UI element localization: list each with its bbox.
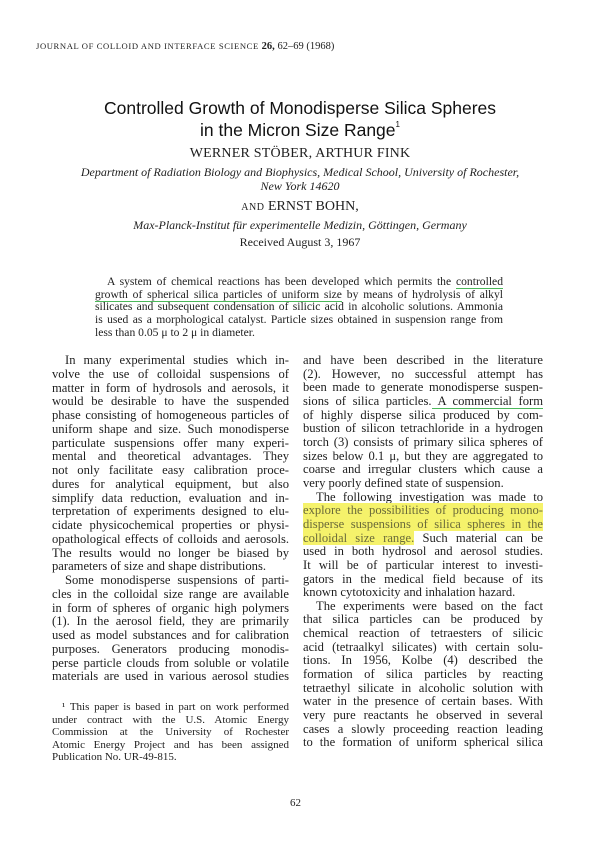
- text-line: [303, 532, 543, 546]
- text-line: less than 0.05 μ to 2 μ in diameter.: [95, 325, 255, 339]
- text-line: terpretation of experiments designed to elu-: [52, 504, 289, 519]
- text-line: bustion of silicon tetrachloride in a hydrogen: [303, 421, 543, 436]
- highlighted-text: explore the possibilities of producing mono-: [303, 503, 543, 518]
- text-line: [303, 504, 543, 518]
- paragraph: [303, 354, 543, 491]
- text-line: to the formation of uniform spherical silica: [303, 735, 543, 750]
- journal-header: [36, 41, 334, 52]
- journal-name: JOURNAL OF COLLOID AND INTERFACE SCIENCE: [36, 41, 259, 51]
- text-segment: sions of silica particles.: [303, 393, 432, 408]
- text-line: particulate suspensions offer many experi-: [52, 435, 289, 450]
- and-word: AND: [241, 202, 265, 213]
- text-line: purposes. Generators producing monodis-: [52, 641, 289, 656]
- text-line: mental and theoretical advantages. They: [52, 449, 289, 464]
- text-line: Atomic Energy Project and has been assigned: [52, 738, 289, 751]
- text-line: silicates and subsequent condensation of silicic acid in alcoholic solutions. Ammonia: [95, 300, 503, 314]
- text-line: gators in the medical field because of its: [303, 571, 543, 586]
- footnote: [52, 701, 289, 764]
- text-line: in form of spheres of organic high polymers: [52, 600, 289, 615]
- paper-title-text: in the Micron Size Range: [200, 120, 396, 140]
- text-line: tetraethyl silicate in alcoholic solution with: [303, 680, 543, 695]
- text-line: cles in the colloidal size range are available: [52, 586, 289, 601]
- body-column-left: [52, 354, 289, 684]
- text-line: parameters of size and shape distributions.: [52, 559, 267, 574]
- text-line: formation of silica particles by reacting: [303, 667, 543, 682]
- text-line: is used as a morphological catalyst. Particle sizes obtained in suspension range from: [95, 313, 503, 327]
- affiliation-1-line-1: Department of Radiation Biology and Biophysics, Medical School, University of Rochester,: [80, 165, 520, 179]
- body-column-right: [303, 354, 543, 750]
- text-line: cidate physicochemical properties or physi-: [52, 518, 289, 532]
- text-line: phase consisting of homogeneous particles of: [52, 408, 289, 422]
- title-footnote-mark: 1: [395, 120, 400, 129]
- journal-pages: 62–69 (1968): [277, 41, 335, 52]
- journal-volume: 26,: [261, 41, 275, 52]
- text-segment: A system of chemical reactions has been developed which permits the: [107, 275, 456, 288]
- paper-title-line-1: Controlled Growth of Monodisperse Silica Spheres: [104, 98, 496, 118]
- text-line: perse particle clouds from soluble or volatile: [52, 655, 289, 670]
- paragraph: [303, 600, 543, 750]
- text-line: (1). In the aerosol field, they are primarily: [52, 614, 289, 629]
- highlighted-text: disperse suspensions of silica spheres in the: [303, 516, 543, 531]
- text-line: of highly disperse silica produced by com-: [303, 407, 543, 422]
- text-line: used as model substances and for calibration: [52, 628, 289, 642]
- paper-title-line-2: [0, 120, 600, 141]
- text-line: torch (3) consists of primary silica spheres of: [303, 434, 543, 449]
- text-line: ¹ This paper is based in part on work performed: [62, 701, 289, 713]
- text-line: been made to generate monodisperse suspen-: [303, 380, 543, 395]
- text-line: simplify data reduction, evaluation and in-: [52, 490, 289, 505]
- text-line: chemical reaction of tetraesters of silicic: [303, 626, 543, 641]
- text-line: It will be of particular interest to investi-: [303, 557, 543, 572]
- text-line: uniform shape and size. Such monodisperse: [52, 421, 289, 436]
- text-line: very poorly defined state of suspension.: [303, 475, 504, 490]
- text-line: (2). However, no successful attempt has: [303, 366, 543, 381]
- text-line: acid (tetraalkyl silicates) with certain solu-: [303, 639, 543, 654]
- text-line: sizes below 0.1 μ, but they are aggregated to: [303, 448, 543, 463]
- text-line: [303, 518, 543, 532]
- text-line: opathological effects of colloids and aerosols.: [52, 531, 289, 546]
- coauthor: [0, 199, 600, 215]
- text-line: [303, 395, 543, 409]
- received-date: Received August 3, 1967: [239, 235, 361, 249]
- text-line: would be desirable to have the suspended: [52, 394, 289, 409]
- paragraph: [52, 354, 289, 574]
- text-line: very pure reactants he observed in several: [303, 708, 543, 723]
- text-line: used in both hydrosol and aerosol studies.: [303, 544, 543, 559]
- text-line: dures for analytical equipment, but also: [52, 476, 289, 491]
- page-number: 62: [290, 797, 301, 809]
- text-line: cases a slowly proceeding reaction leading: [303, 721, 543, 736]
- text-line: that silica particles can be produced by: [303, 612, 543, 627]
- text-line: The results would no longer be biased by: [52, 545, 289, 560]
- text-line: known cytotoxicity and inhalation hazard.: [303, 585, 516, 600]
- paragraph: [303, 491, 543, 600]
- underlined-text: controlled: [455, 275, 503, 288]
- coauthor-name: ERNST BOHN,: [267, 199, 359, 214]
- highlighted-text: colloidal size range.: [303, 530, 415, 545]
- text-line: not only facilitate easy calibration proce-: [52, 463, 289, 477]
- text-line: materials are used in various aerosol studies: [52, 669, 289, 684]
- text-line: water in the presence of certain bases. With: [303, 694, 543, 709]
- text-line: Some monodisperse suspensions of parti-: [65, 573, 289, 587]
- authors: WERNER STÖBER, ARTHUR FINK: [189, 146, 411, 161]
- text-line: volve the use of colloidal suspensions of: [52, 366, 289, 381]
- text-line: The experiments were based on the fact: [316, 598, 543, 613]
- text-segment: by means of hydrolysis of alkyl: [341, 287, 503, 301]
- text-line: Publication No. UR-49-815.: [52, 751, 177, 763]
- text-line: Commission at the University of Rochester: [52, 726, 289, 738]
- text-segment: Such material can be: [414, 530, 544, 545]
- affiliation-1-line-2: New York 14620: [260, 179, 340, 193]
- text-line: matter in form of hydrosols and aerosols, it: [52, 380, 289, 395]
- affiliation-2: Max-Planck-Institut für experimentelle Medizin, Göttingen, Germany: [133, 218, 467, 232]
- text-line: and have been described in the literature: [303, 353, 543, 367]
- text-line: coarse and irregular clusters which cause a: [303, 462, 543, 477]
- text-line: In many experimental studies which in-: [65, 353, 289, 367]
- paragraph: [52, 574, 289, 684]
- underlined-text: growth of spherical silica particles of uniform size: [95, 287, 342, 301]
- underlined-text: A commercial form: [431, 393, 543, 408]
- text-line: under contract with the U.S. Atomic Energy: [52, 713, 289, 726]
- text-line: The following investigation was made to: [316, 489, 543, 504]
- text-line: tions. In 1956, Kolbe (4) described the: [303, 653, 543, 668]
- abstract: [95, 276, 503, 340]
